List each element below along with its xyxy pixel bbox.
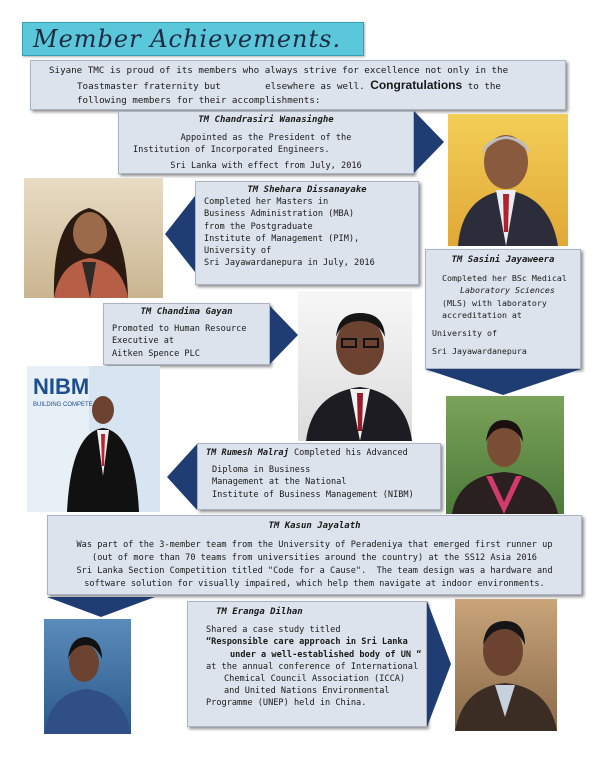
congratulations-text: Congratulations (370, 78, 463, 92)
arrow-right-eranga (427, 601, 451, 727)
kasun-line-1: Was part of the 3-member team from the University of Peradeniya that emerged first runner up (76, 540, 553, 550)
arrow-right-chandrasiri (414, 111, 444, 173)
nibm-banner-text: NIBM (33, 374, 90, 399)
eranga-line-4: at the annual conference of International (206, 661, 419, 672)
chandrasiri-line-1: Appointed as the President of the (180, 133, 352, 144)
eranga-line-6: and United Nations Environmental (224, 686, 390, 697)
photo-shehara (24, 178, 163, 298)
eranga-line-1: Shared a case study titled (206, 625, 341, 636)
kasun-line-3: Sri Lanka Section Competition titled "Code for a Cause". The team design was a hardware and (76, 566, 553, 576)
eranga-line-3: under a well-established body of UN “ (230, 649, 422, 660)
photo-rumesh (27, 366, 160, 512)
rumesh-line-2: Management at the National (212, 477, 347, 488)
intro-box (30, 60, 566, 110)
rumesh-line-1: Diploma in Business (212, 465, 311, 476)
eranga-line-7: Programme (UNEP) held in China. (206, 698, 367, 709)
photo-sasini (446, 396, 564, 514)
shehara-line-6: Sri Jayawardanepura in July, 2016 (204, 258, 375, 269)
photo-chandrasiri (448, 114, 568, 246)
photo-eranga (455, 599, 557, 731)
photo-chandima (298, 291, 412, 441)
shehara-line-2: Business Administration (MBA) (204, 209, 355, 220)
shehara-line-4: Institute of Management (PIM), (204, 233, 360, 244)
member-name-rumesh: TM Rumesh Malraj (206, 448, 289, 458)
member-name-shehara: TM Shehara Dissanayake (247, 185, 367, 195)
card-shehara (195, 181, 419, 285)
intro-line-2-end: to the (467, 81, 501, 92)
intro-line-2-text: Toastmaster fraternity but elsewhere as well. (77, 81, 365, 92)
arrow-right-chandima (270, 306, 298, 364)
sasini-line-4: accreditation at (442, 309, 522, 320)
sasini-line-3: (MLS) with laboratory (442, 297, 547, 308)
intro-line-2 (37, 78, 559, 94)
rumesh-header-line (206, 447, 432, 459)
member-name-kasun: TM Kasun Jayalath (268, 521, 361, 531)
kasun-line-4: software solution for visually impaired, which help them navigate at indoor environments. (84, 579, 545, 589)
card-eranga (187, 601, 427, 727)
chandima-line-3: Aitken Spence PLC (112, 348, 200, 359)
shehara-line-5: University of (204, 246, 272, 257)
kasun-line-2: (out of more than 70 teams from universities around the country) at the SS12 Asia 2016 (92, 553, 537, 563)
card-sasini (425, 249, 581, 369)
chandima-line-2: Executive at (112, 336, 175, 347)
nibm-tagline-text: BUILDING COMPETE (33, 402, 93, 408)
sasini-line-6: Sri Jayawardanepura (432, 346, 527, 357)
intro-line-3: following members for their accomplishments: (77, 95, 321, 106)
title-banner (22, 22, 364, 56)
card-kasun (47, 515, 582, 595)
shehara-line-3: from the Postgraduate (204, 221, 313, 232)
eranga-line-2: “Responsible care approach in Sri Lanka (206, 637, 408, 648)
chandrasiri-line-3: Sri Lanka with effect from July, 2016 (170, 160, 362, 171)
arrow-left-shehara (165, 196, 195, 272)
rumesh-line-3: Institute of Business Management (NIBM) (212, 489, 414, 500)
sasini-line-5: University of (432, 328, 497, 339)
card-chandima (103, 303, 270, 365)
photo-kasun (44, 619, 131, 734)
arrow-left-rumesh (167, 444, 197, 510)
member-name-sasini: TM Sasini Jayaweera (451, 255, 555, 265)
member-name-chandrasiri: TM Chandrasiri Wanasinghe (198, 115, 334, 125)
member-name-chandima: TM Chandima Gayan (140, 307, 233, 317)
sasini-line-1: Completed her BSc Medical (442, 273, 567, 284)
chandima-line-1: Promoted to Human Resource (112, 324, 247, 335)
card-rumesh (197, 443, 441, 510)
intro-line-1: Siyane TMC is proud of its members who always strive for excellence not only in the (49, 65, 509, 76)
arrow-down-sasini (425, 369, 581, 395)
chandrasiri-line-2: Institution of Incorporated Engineers. (133, 145, 330, 156)
eranga-line-5: Chemical Council Association (ICCA) (224, 674, 406, 685)
card-chandrasiri (118, 111, 414, 174)
member-name-eranga: TM Eranga Dilhan (216, 607, 303, 617)
arrow-down-kasun (47, 597, 155, 617)
rumesh-name-suffix: Completed his Advanced (293, 448, 408, 458)
shehara-line-1: Completed her Masters in (204, 197, 329, 208)
sasini-line-2: Laboratory Sciences (460, 285, 555, 296)
page-title: Member Achievements. (33, 25, 342, 53)
